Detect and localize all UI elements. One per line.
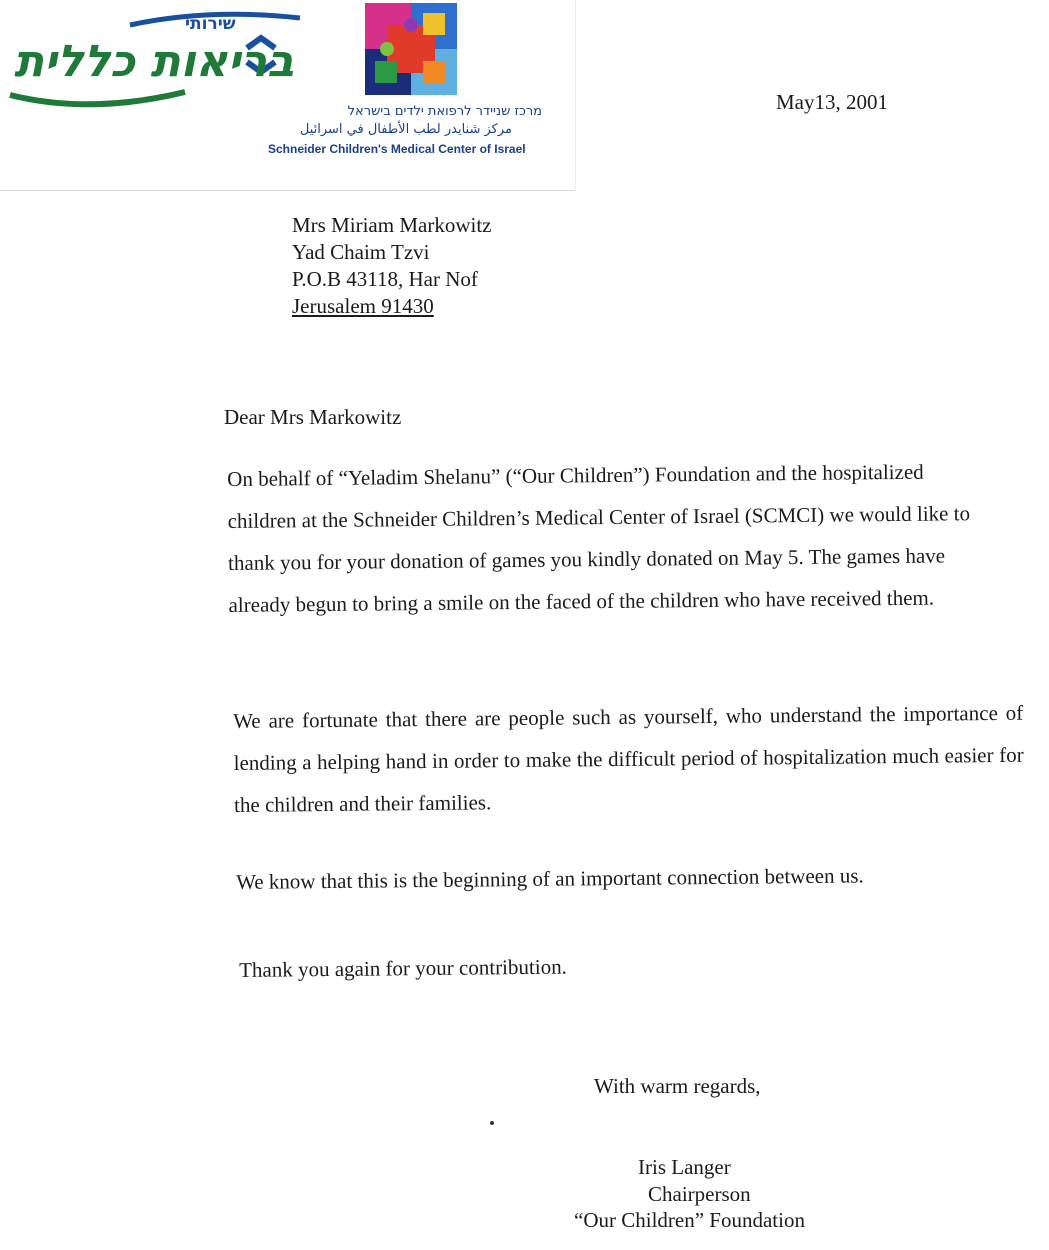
recipient-address [292,212,491,320]
address-line: Yad Chaim Tzvi [292,240,430,264]
address-line: Jerusalem 91430 [292,294,434,318]
clalit-logo [0,0,310,120]
body-paragraph: On behalf of “Yeladim Shelanu” (“Our Children”) Foundation and the hospitalized children at the Schneider Children’s Medical Center of Israel (SCMCI) we would like to thank you for your donation of games you kindly donated on May 5. The games have already begun to bring a smile on the faced of the children who have received them. [227,459,971,617]
clalit-name-text: בריאות כללית [14,36,294,87]
signatory-name: Iris Langer [638,1155,731,1179]
letterhead [0,0,576,191]
signatory-title: Chairperson [648,1182,751,1206]
body-paragraph: Thank you again for your contribution. [239,954,567,982]
salutation: Dear Mrs Markowitz [224,405,402,429]
closing: With warm regards, [594,1074,761,1098]
center-name-hebrew: מרכז שניידר לרפואת ילדים בישראל [347,104,542,119]
clalit-top-text: שירותי [185,14,236,34]
letter-date: May13, 2001 [776,90,888,114]
puzzle-logo-icon [365,3,457,95]
center-name-arabic: مركز شنايدر لطب الأطفال في اسرائيل [299,122,512,137]
ink-dot [490,1121,494,1125]
body-paragraph: We are fortunate that there are people such as yourself, who understand the importance of lending a helping hand in order to make the difficult period of hospitalization much easier for the children and their families. [233,700,1024,817]
body-paragraph: We know that this is the beginning of an important connection between us. [236,863,864,894]
address-line: Mrs Miriam Markowitz [292,213,492,237]
address-line: P.O.B 43118, Har Nof [292,267,478,291]
center-name-english: Schneider Children's Medical Center of Israel [268,142,526,156]
signatory-organization: “Our Children” Foundation [574,1208,805,1232]
